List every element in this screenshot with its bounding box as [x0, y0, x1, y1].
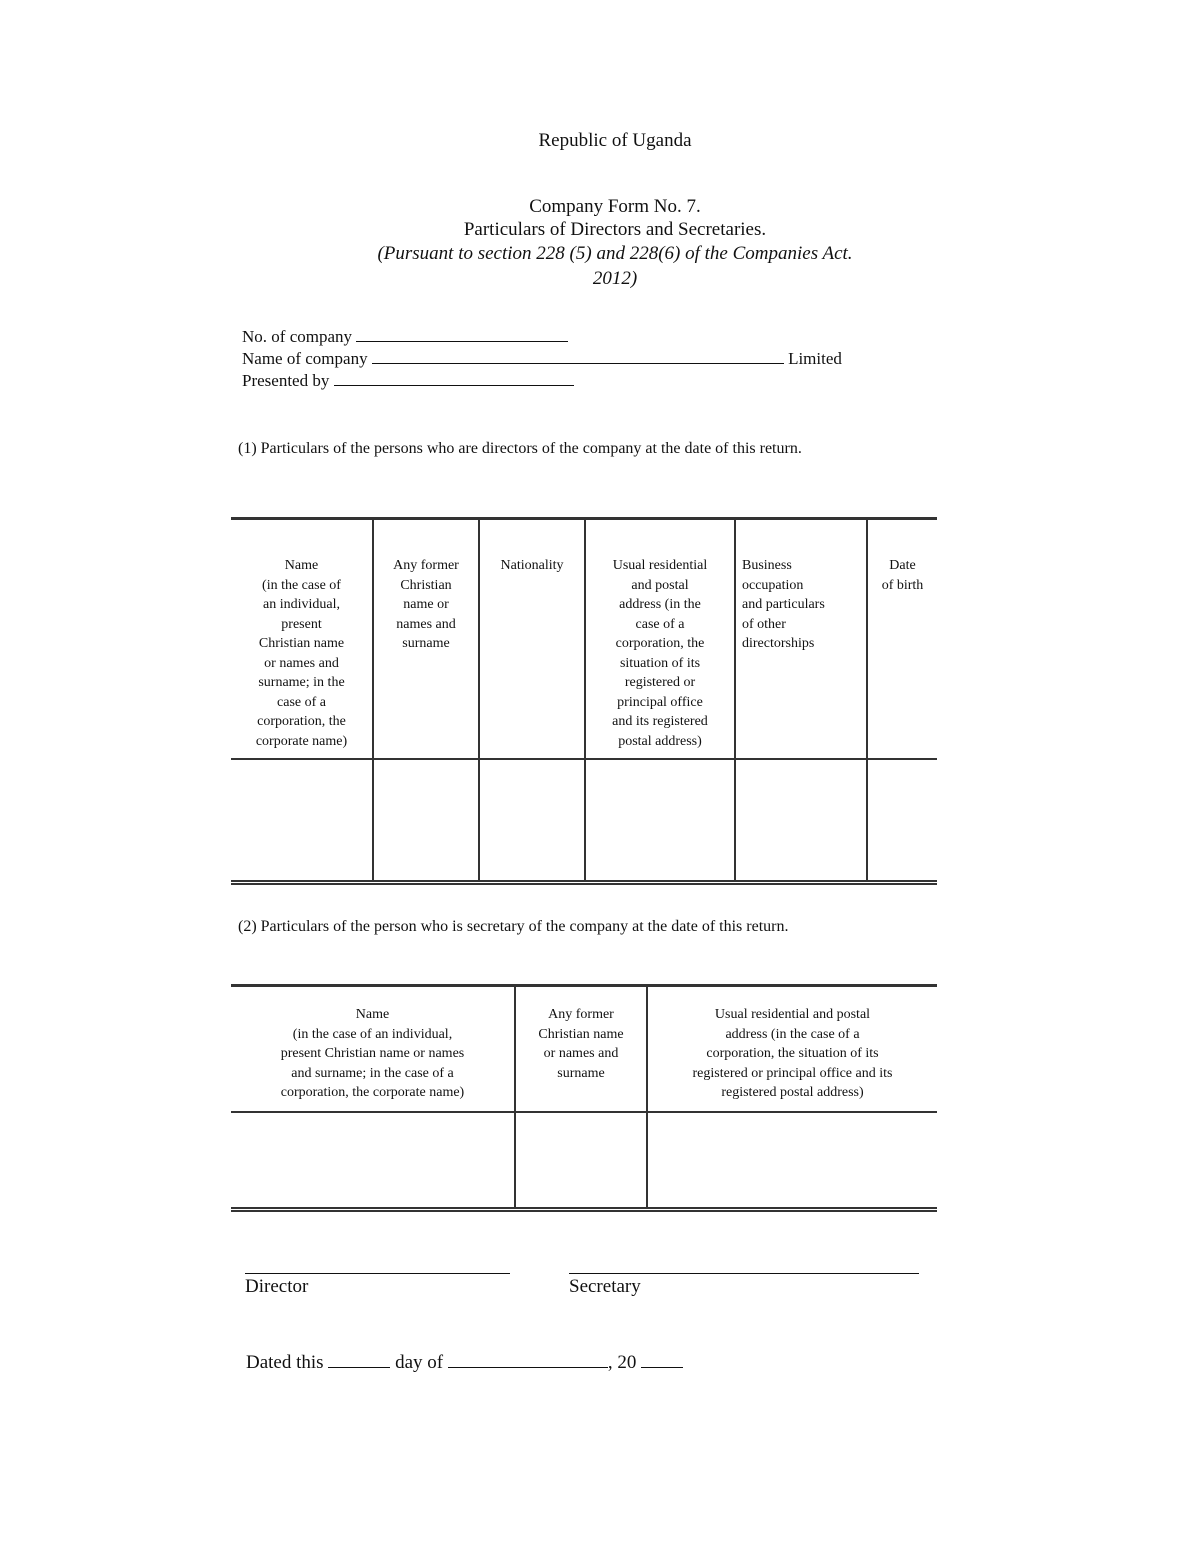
secretary-section-heading: (2) Particulars of the person who is secretary of the company at the date of this return.: [238, 918, 789, 935]
company-number-label: No. of company: [242, 327, 353, 346]
presented-by-label: Presented by: [242, 371, 330, 390]
presented-by-field: [242, 371, 574, 391]
dated-month-input[interactable]: [448, 1350, 608, 1368]
directors-col-birth-date: Date of birth: [867, 519, 937, 759]
director-label: Director: [245, 1276, 309, 1297]
directors-table: [231, 517, 937, 885]
secretary-cell-name[interactable]: [231, 1112, 515, 1210]
company-name-label: Name of company: [242, 349, 368, 368]
directors-col-former-name: Any former Christian name or names and surname: [373, 519, 479, 759]
form-title: Particulars of Directors and Secretaries.: [463, 219, 767, 240]
dated-day-input[interactable]: [328, 1350, 390, 1368]
company-name-suffix: Limited: [788, 349, 842, 368]
secretary-table: [231, 984, 937, 1212]
secretary-label: Secretary: [569, 1276, 641, 1297]
dated-year-prefix: , 20: [607, 1352, 637, 1373]
company-number-input[interactable]: [356, 327, 568, 342]
company-number-field: [242, 327, 568, 347]
dated-year-input[interactable]: [641, 1350, 683, 1368]
directors-cell-former-name[interactable]: [373, 759, 479, 883]
directors-col-name: Name (in the case of an individual, present Christian name or names and surname; in the case of a corporation, the corporate name): [231, 519, 373, 759]
secretary-cell-former-name[interactable]: [515, 1112, 647, 1210]
directors-col-nationality: Nationality: [479, 519, 585, 759]
directors-section-heading: (1) Particulars of the persons who are directors of the company at the date of this return.: [238, 440, 802, 457]
directors-col-address: Usual residential and postal address (in the case of a corporation, the situation of its registered or principal office and its registered postal address): [585, 519, 735, 759]
company-name-input[interactable]: [372, 349, 784, 364]
secretary-col-former-name: Any former Christian name or names and surname: [515, 986, 647, 1112]
secretary-col-name: Name (in the case of an individual, present Christian name or names and surname; in the case of a corporation, the corporate name): [231, 986, 515, 1112]
dated-prefix: Dated this: [246, 1352, 324, 1373]
dated-day-of: day of: [395, 1352, 444, 1373]
country-title: Republic of Uganda: [538, 130, 692, 151]
presented-by-input[interactable]: [334, 371, 574, 386]
directors-cell-nationality[interactable]: [479, 759, 585, 883]
secretary-cell-address[interactable]: [647, 1112, 937, 1210]
secretary-col-address: Usual residential and postal address (in the case of a corporation, the situation of its registered or principal office and its registered postal address): [647, 986, 937, 1112]
directors-cell-birth-date[interactable]: [867, 759, 937, 883]
company-name-field: [242, 349, 842, 369]
directors-col-occupation: Business occupation and particulars of other directorships: [735, 519, 867, 759]
directors-cell-name[interactable]: [231, 759, 373, 883]
director-signature-line[interactable]: [245, 1272, 510, 1274]
secretary-signature-line[interactable]: [569, 1272, 919, 1274]
pursuant-line-2: 2012): [592, 268, 638, 289]
directors-cell-address[interactable]: [585, 759, 735, 883]
directors-cell-occupation[interactable]: [735, 759, 867, 883]
form-number: Company Form No. 7.: [529, 196, 701, 217]
pursuant-line-1: (Pursuant to section 228 (5) and 228(6) of the Companies Act.: [377, 243, 853, 264]
dated-line: [246, 1350, 683, 1374]
